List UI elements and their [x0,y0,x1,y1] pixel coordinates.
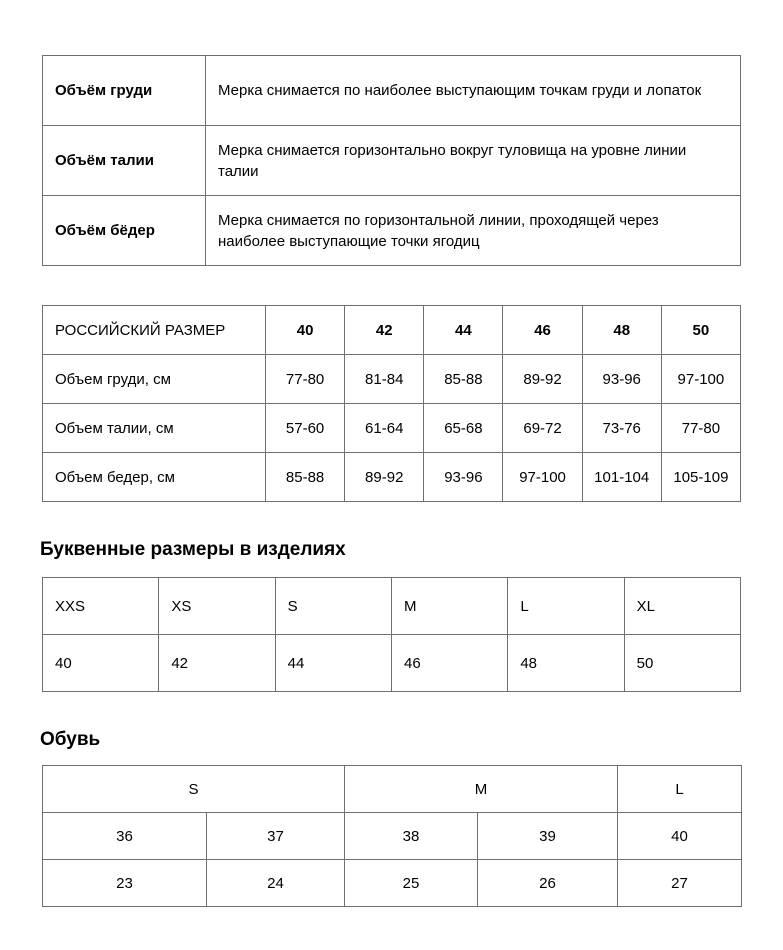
letter-size-cell: XS [159,578,275,635]
size-value-cell: 101-104 [582,453,661,502]
size-value-cell: 105-109 [661,453,740,502]
size-value-cell: 69-72 [503,404,582,453]
numeric-size-cell: 48 [508,635,624,692]
table-row [43,404,741,453]
size-value-cell: 77-80 [266,355,345,404]
size-header-cell: 46 [503,306,582,355]
size-value-cell: 93-96 [582,355,661,404]
numeric-size-cell: 46 [391,635,507,692]
numeric-size-cell: 44 [275,635,391,692]
size-value-cell: 81-84 [345,355,424,404]
table-row [43,126,741,196]
row-label-cell: Объем бедер, см [43,453,266,502]
row-label-cell: Объем талии, см [43,404,266,453]
size-value-cell: 61-64 [345,404,424,453]
shoe-group-cell: L [618,766,742,813]
measurement-term: Объём груди [43,56,206,126]
measurement-definition: Мерка снимается горизонтально вокруг туловища на уровне линии талии [206,126,741,196]
table-row [43,578,741,635]
size-value-cell: 73-76 [582,404,661,453]
size-value-cell: 57-60 [266,404,345,453]
measurement-definitions-table [42,55,741,266]
numeric-size-cell: 42 [159,635,275,692]
shoe-cm-size-cell: 26 [478,860,618,907]
shoe-group-cell: M [345,766,618,813]
shoe-cm-size-cell: 27 [618,860,742,907]
size-value-cell: 89-92 [503,355,582,404]
shoes-heading: Обувь [40,729,101,750]
table-row [43,813,742,860]
size-table-header-label: РОССИЙСКИЙ РАЗМЕР [43,306,266,355]
table-row [43,196,741,266]
shoe-eu-size-cell: 40 [618,813,742,860]
russian-size-table [42,305,741,502]
shoe-cm-size-cell: 24 [207,860,345,907]
table-row [43,453,741,502]
table-row [43,860,742,907]
letter-sizes-heading: Буквенные размеры в изделиях [40,539,346,560]
letter-size-cell: XL [624,578,740,635]
table-row [43,306,741,355]
letter-size-cell: L [508,578,624,635]
measurement-definition: Мерка снимается по горизонтальной линии, проходящей через наиболее выступающие точки ягодиц [206,196,741,266]
shoe-group-cell: S [43,766,345,813]
shoe-eu-size-cell: 37 [207,813,345,860]
letter-size-cell: XXS [43,578,159,635]
shoe-eu-size-cell: 38 [345,813,478,860]
measurement-definition: Мерка снимается по наиболее выступающим точкам груди и лопаток [206,56,741,126]
table-row [43,56,741,126]
size-header-cell: 42 [345,306,424,355]
table-row [43,355,741,404]
row-label-cell: Объем груди, см [43,355,266,404]
size-value-cell: 89-92 [345,453,424,502]
shoes-size-table [42,765,742,907]
letter-size-cell: S [275,578,391,635]
size-value-cell: 65-68 [424,404,503,453]
measurement-term: Объём бёдер [43,196,206,266]
size-value-cell: 97-100 [661,355,740,404]
shoe-eu-size-cell: 36 [43,813,207,860]
size-header-cell: 50 [661,306,740,355]
shoe-cm-size-cell: 23 [43,860,207,907]
letter-size-cell: M [391,578,507,635]
shoe-eu-size-cell: 39 [478,813,618,860]
size-header-cell: 40 [266,306,345,355]
measurement-term: Объём талии [43,126,206,196]
size-value-cell: 77-80 [661,404,740,453]
size-header-cell: 44 [424,306,503,355]
size-value-cell: 85-88 [266,453,345,502]
table-row [43,635,741,692]
numeric-size-cell: 40 [43,635,159,692]
shoe-cm-size-cell: 25 [345,860,478,907]
size-header-cell: 48 [582,306,661,355]
size-value-cell: 85-88 [424,355,503,404]
size-value-cell: 97-100 [503,453,582,502]
numeric-size-cell: 50 [624,635,740,692]
table-row [43,766,742,813]
letter-sizes-table [42,577,741,692]
size-value-cell: 93-96 [424,453,503,502]
